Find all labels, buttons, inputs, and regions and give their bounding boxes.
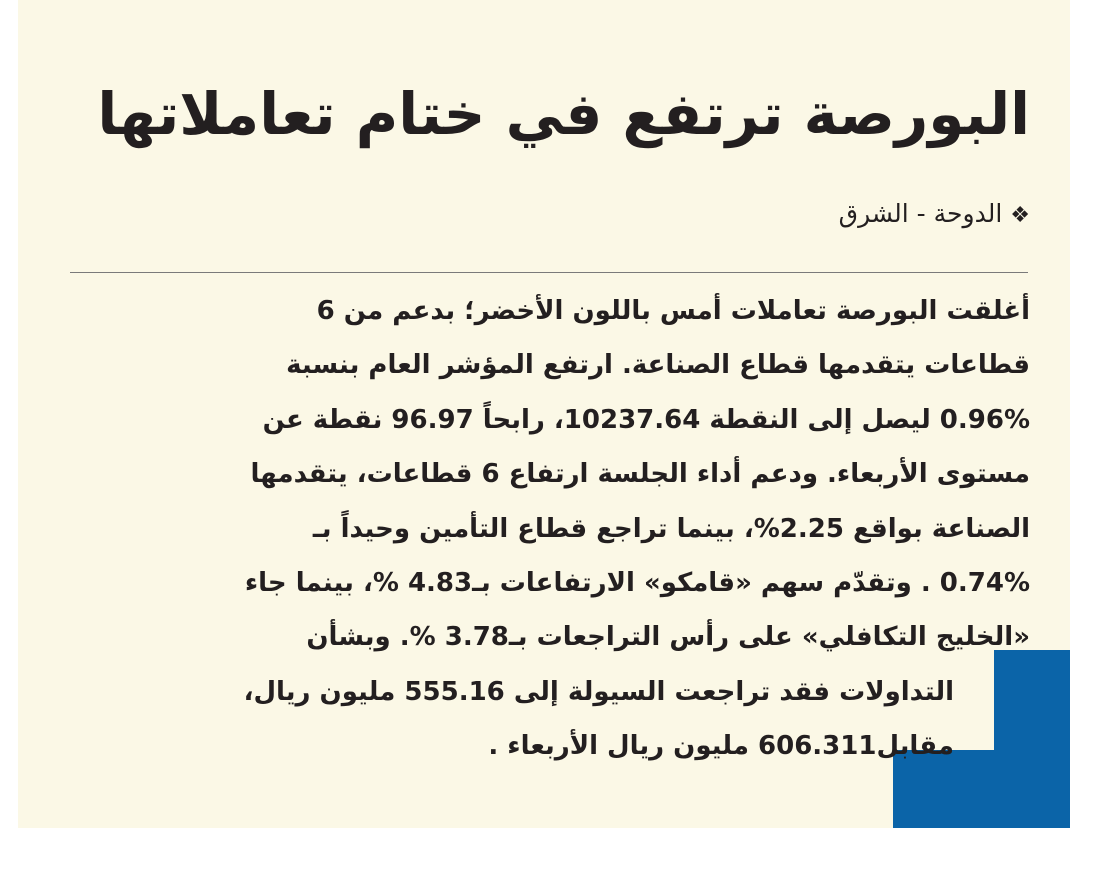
- body-line: الصناعة بواقع 2.25%، بينما تراجع قطاع التأمين وحيداً بـ: [312, 513, 1030, 544]
- article-byline: [839, 198, 1030, 231]
- body-line: أغلقت البورصة تعاملات أمس باللون الأخضر؛ بدعم من 6: [316, 296, 1030, 326]
- body-line: التداولات فقد تراجعت السيولة إلى 555.16 مليون ريال،: [243, 676, 954, 707]
- body-line: قطاعات يتقدمها قطاع الصناعة. ارتفع المؤشر العام بنسبة: [286, 350, 1030, 381]
- byline-text: الدوحة - الشرق: [838, 199, 1003, 228]
- body-line: 0.74% . وتقدّم سهم «قامكو» الارتفاعات بـ4.83 %، بينما جاء: [244, 567, 1030, 598]
- headline-divider: [70, 272, 1028, 273]
- body-line: مستوى الأربعاء. ودعم أداء الجلسة ارتفاع 6 قطاعات، يتقدمها: [250, 459, 1030, 490]
- article-headline: البورصة ترتفع في ختام تعاملاتها: [97, 80, 1030, 148]
- body-line: «الخليج التكافلي» على رأس التراجعات بـ3.78 %. وبشأن: [306, 622, 1030, 653]
- diamond-bullet-icon: ❖: [1010, 203, 1030, 228]
- body-line: 0.96% ليصل إلى النقطة 10237.64، رابحاً 96.97 نقطة عن: [262, 404, 1030, 435]
- article-body: [244, 284, 1030, 774]
- body-line: مقابل606.311 مليون ريال الأربعاء .: [488, 731, 954, 762]
